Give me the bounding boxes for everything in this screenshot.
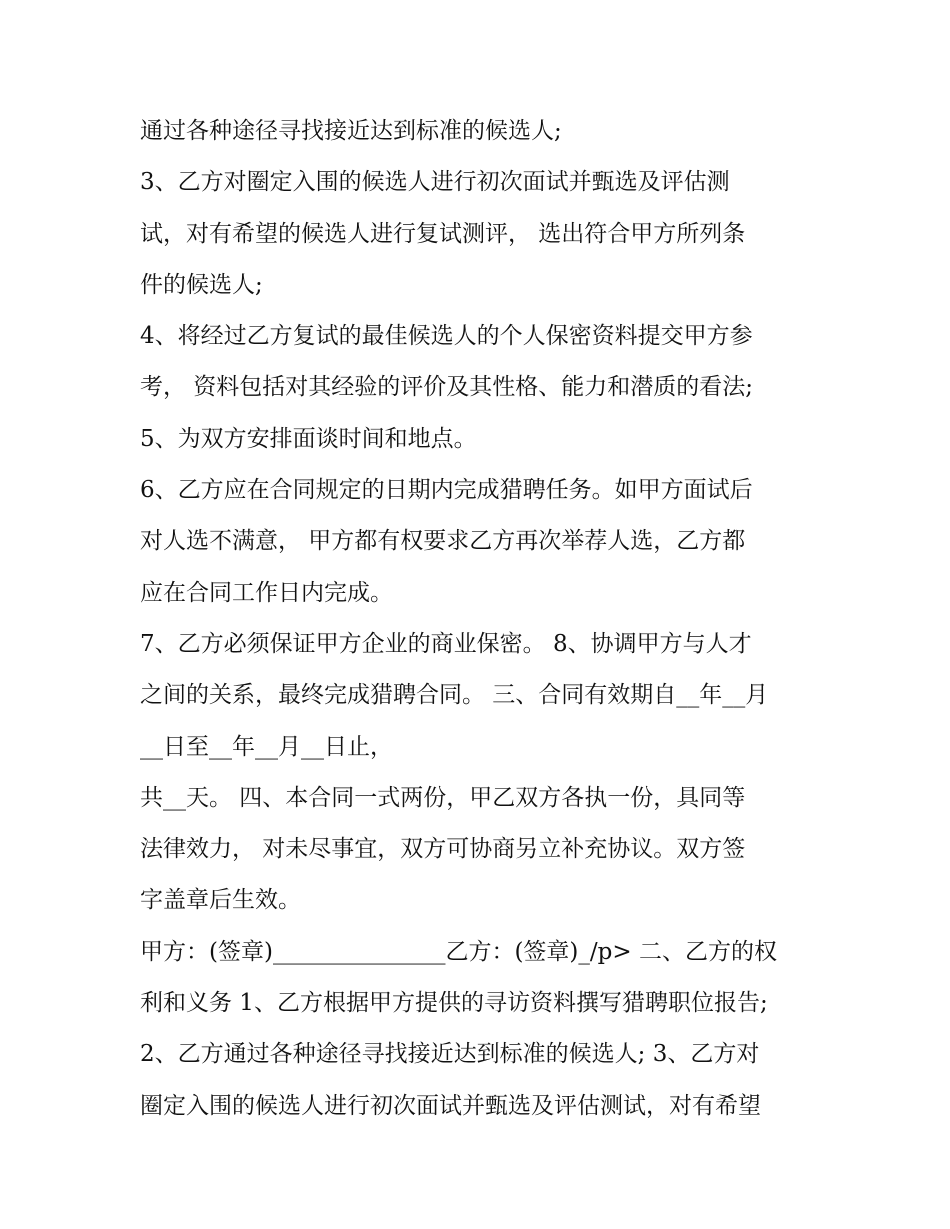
signature-line: 甲方：(签章)_______________乙方：(签章)_/p> 二、乙方的权 <box>140 938 777 965</box>
text-line: 件的候选人; <box>140 271 263 298</box>
text-line: __日至__年__月__日止， <box>140 733 393 760</box>
text-line: 试，对有希望的候选人进行复试测评， 选出符合甲方所列条 <box>140 220 746 247</box>
text-line: 3、乙方对圈定入围的候选人进行初次面试并甄选及评估测 <box>140 169 730 196</box>
text-line: 4、将经过乙方复试的最佳候选人的个人保密资料提交甲方参 <box>140 323 753 350</box>
text-line: 对人选不满意， 甲方都有权要求乙方再次举荐人选，乙方都 <box>140 528 746 555</box>
contract-body-text <box>140 106 830 1132</box>
text-line: 之间的关系，最终完成猎聘合同。 三、合同有效期自__年__月 <box>140 682 769 709</box>
text-line: 2、乙方通过各种途径寻找接近达到标准的候选人; 3、乙方对 <box>140 1041 760 1068</box>
text-line: 7、乙方必须保证甲方企业的商业保密。 8、协调甲方与人才 <box>140 630 752 657</box>
text-line: 圈定入围的候选人进行初次面试并甄选及评估测试，对有希望 <box>140 1092 761 1119</box>
text-line: 应在合同工作日内完成。 <box>140 579 393 606</box>
text-line: 字盖章后生效。 <box>140 887 301 914</box>
text-line: 共__天。 四、本合同一式两份，甲乙双方各执一份，具同等 <box>140 784 746 811</box>
text-line: 5、为双方安排面谈时间和地点。 <box>140 425 477 452</box>
text-line: 法律效力， 对未尽事宜，双方可协商另立补充协议。双方签 <box>140 836 746 863</box>
text-line: 通过各种途径寻找接近达到标准的候选人; <box>140 118 562 144</box>
text-line: 考， 资料包括对其经验的评价及其性格、能力和潜质的看法; <box>140 374 754 401</box>
text-line: 利和义务 1、乙方根据甲方提供的寻访资料撰写猎聘职位报告; <box>140 990 768 1017</box>
text-line: 6、乙方应在合同规定的日期内完成猎聘任务。如甲方面试后 <box>140 477 753 504</box>
